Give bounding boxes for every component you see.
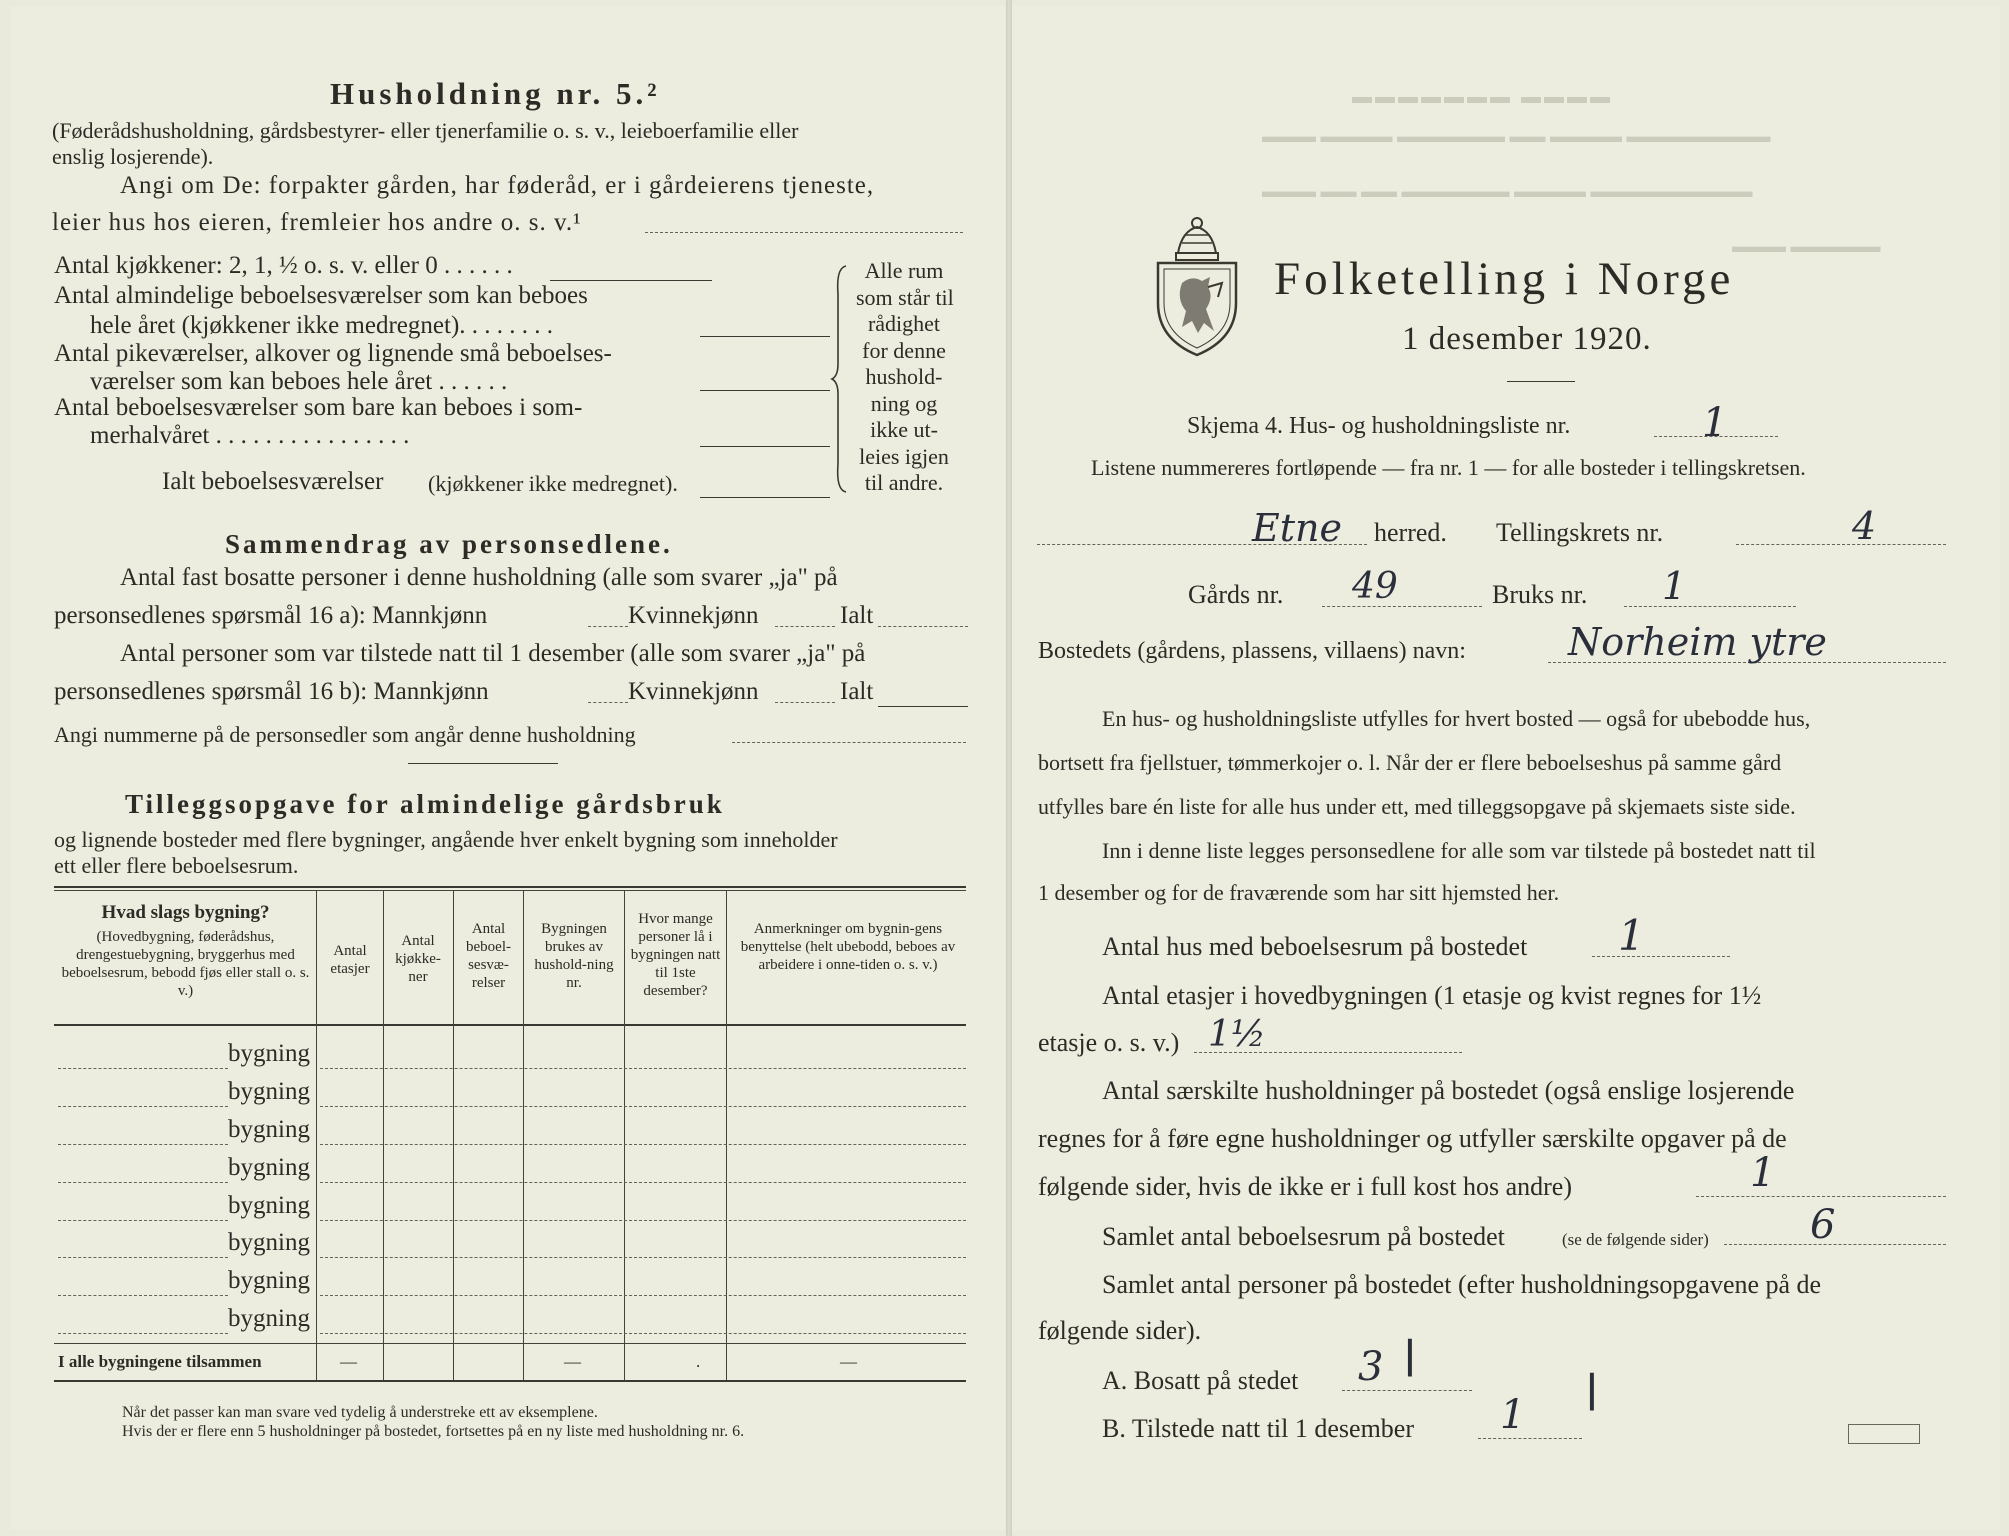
info-2b: 1 desember og for de fraværende som har sitt hjemsted her. xyxy=(1038,880,1560,905)
check-mark-icon: ǀ xyxy=(1404,1332,1416,1378)
summary-2d: Ialt xyxy=(840,678,874,705)
question-angi-1: Angi om De: forpakter gården, har føderåd, er i gårdeierens tjeneste, xyxy=(120,172,875,199)
mann-1-line[interactable] xyxy=(588,626,628,627)
header-hvad-sub: (Hovedbygning, føderådshus, drengestuebygning, bryggerhus med beboelsesrum, bebodd fjøs eller stall o. s. v.) xyxy=(61,929,310,999)
herred-label: herred. xyxy=(1374,518,1447,547)
row-label: bygning xyxy=(228,1305,310,1332)
col-divider xyxy=(624,890,625,1380)
census-date: 1 desember 1920. xyxy=(1402,321,1652,357)
krets-value: 4 xyxy=(1852,504,1877,548)
coat-of-arms-icon xyxy=(1152,213,1242,359)
row-label: bygning xyxy=(228,1229,310,1256)
kjokken-line[interactable] xyxy=(550,280,712,281)
col-divider xyxy=(726,890,727,1380)
tillegg-text-1: og lignende bosteder med flere bygninger, angående hver enkelt bygning som inneholder xyxy=(54,827,838,852)
household-intro-2: enslig losjerende). xyxy=(52,144,214,169)
gards-value: 49 xyxy=(1352,566,1398,607)
printer-stamp xyxy=(1848,1424,1920,1444)
title-divider xyxy=(1507,381,1575,382)
skjema-value: 1 xyxy=(1702,400,1728,446)
gards-line[interactable] xyxy=(1322,606,1482,607)
question-angi-2: leier hus hos eieren, fremleier hos andre o. s. v.¹ xyxy=(52,209,582,236)
header-hvad: Hvad slags bygning? xyxy=(101,902,270,923)
tilstede-value: 1 xyxy=(1500,1392,1526,1438)
summary-2a: Antal personer som var tilstede natt til 1 desember (alle som svarer „ja" på xyxy=(120,640,866,667)
col-divider xyxy=(383,890,384,1380)
header-etasjer: Antal etasjer xyxy=(330,943,370,977)
summary-2b: personsedlenes spørsmål 16 b): Mannkjønn xyxy=(54,678,489,705)
brace-note-line: Alle rum xyxy=(864,258,944,283)
brace-note-line: ikke ut- xyxy=(870,417,938,442)
table-top-border xyxy=(54,886,966,888)
nummer-line[interactable] xyxy=(732,742,966,743)
row-label: bygning xyxy=(228,1192,310,1219)
kvinne-2-line[interactable] xyxy=(775,702,835,703)
bruks-line[interactable] xyxy=(1624,606,1796,607)
pike-label-1: Antal pikeværelser, alkover og lignende små beboelses- xyxy=(54,340,612,367)
summary-1d: Ialt xyxy=(840,602,874,629)
husholdninger-line[interactable] xyxy=(1696,1196,1946,1197)
row-dots xyxy=(58,1220,228,1221)
summary-title: Sammendrag av personsedlene. xyxy=(225,529,673,559)
col-divider xyxy=(523,890,524,1380)
row-dots xyxy=(58,1182,228,1183)
household-title: Husholdning nr. 5.² xyxy=(330,76,661,111)
etasjer-value: 1½ xyxy=(1208,1014,1266,1055)
info-1b: bortsett fra fjellstuer, tømmerkojer o. l. Når der er flere beboelseshus på samme gård xyxy=(1038,750,1782,775)
row-label: bygning xyxy=(228,1116,310,1143)
brace-note-line: for denne xyxy=(862,337,946,363)
info-1a: En hus- og husholdningsliste utfylles for hvert bosted — også for ubebodde hus, xyxy=(1102,706,1811,731)
ialt-label: Ialt beboelsesværelser xyxy=(162,468,384,495)
row-dots xyxy=(58,1106,228,1107)
kjokken-label: Antal kjøkkener: 2, 1, ½ o. s. v. eller 0 . . . . . . xyxy=(54,252,513,279)
mann-2-line[interactable] xyxy=(588,702,628,703)
info-1c: utfylles bare én liste for alle hus under ett, med tilleggsopgave på skjemaets siste side. xyxy=(1038,794,1796,819)
bosatt-line[interactable] xyxy=(1342,1390,1472,1391)
tilstede-label: B. Tilstede natt til 1 desember xyxy=(1102,1414,1414,1443)
row-label: bygning xyxy=(228,1154,310,1181)
row-line xyxy=(320,1295,966,1296)
alm-label-2: hele året (kjøkkener ikke medregnet). . . . . . . . xyxy=(90,312,554,339)
census-title: Folketelling i Norge xyxy=(1274,253,1735,305)
alm-line[interactable] xyxy=(700,336,830,337)
right-page xyxy=(1012,6,2000,1530)
bleed-through: ▬▬▬ ▬▬▬▬ ▬▬▬▬▬▬ ▬▬ ▬▬▬▬ ▬▬▬▬▬▬▬▬ xyxy=(1262,126,1771,146)
row-dots xyxy=(58,1333,228,1334)
gards-label: Gårds nr. xyxy=(1188,580,1284,609)
tillegg-text-2: ett eller flere beboelsesrum. xyxy=(54,853,299,878)
row-line xyxy=(320,1333,966,1334)
ialt-line[interactable] xyxy=(700,497,830,498)
info-2a: Inn i denne liste legges personsedlene for alle som var tilstede på bostedet natt til xyxy=(1102,838,1816,863)
brace-note xyxy=(856,258,952,497)
brace-note-line: leies igjen xyxy=(859,443,949,469)
rum-label: Samlet antal beboelsesrum på bostedet xyxy=(1102,1222,1505,1251)
answer-line-angi[interactable] xyxy=(645,232,963,233)
header-personer: Hvor mange personer lå i bygningen natt til 1ste desember? xyxy=(630,911,721,999)
hus-line[interactable] xyxy=(1592,956,1730,957)
col-divider xyxy=(453,890,454,1380)
header-beboelsesvaerelser: Antal beboel-sesvæ-relser xyxy=(466,921,511,991)
som-label-1: Antal beboelsesværelser som bare kan beboes i som- xyxy=(54,394,583,421)
hus-label: Antal hus med beboelsesrum på bostedet xyxy=(1102,932,1528,961)
col-divider xyxy=(316,890,317,1380)
summary-1b: personsedlenes spørsmål 16 a): Mannkjønn xyxy=(54,602,488,629)
summary-1c: Kvinnekjønn xyxy=(628,602,759,629)
total-personer: . xyxy=(696,1352,701,1371)
table-top-border-inner xyxy=(54,890,966,891)
rum-value: 6 xyxy=(1810,1202,1836,1248)
brace-note-line: rådighet xyxy=(867,311,941,336)
row-line xyxy=(320,1257,966,1258)
krets-label: Tellingskrets nr. xyxy=(1496,518,1664,547)
brace-note-line: hushold- xyxy=(865,364,943,389)
footnote-1: Når det passer kan man svare ved tydelig å understreke ett av eksemplene. xyxy=(122,1404,598,1421)
ialt-note: (kjøkkener ikke medregnet). xyxy=(428,471,678,496)
row-label: bygning xyxy=(228,1267,310,1294)
brace-icon xyxy=(830,264,850,494)
brace-note-line: til andre. xyxy=(864,470,944,495)
etasjer-label-2: etasje o. s. v.) xyxy=(1038,1028,1180,1057)
summary-2c: Kvinnekjønn xyxy=(628,678,759,705)
total-husholdning: — xyxy=(564,1352,581,1371)
household-intro-1: (Føderådshusholdning, gårdsbestyrer- eller tjenerfamilie o. s. v., leieboerfamilie eller xyxy=(52,118,799,143)
ialt-1-line[interactable] xyxy=(878,626,968,627)
tilstede-line[interactable] xyxy=(1478,1438,1582,1439)
table-header-border xyxy=(54,1024,966,1026)
pike-line[interactable] xyxy=(700,390,830,391)
husholdninger-value: 1 xyxy=(1750,1150,1776,1196)
husholdninger-label-2: regnes for å føre egne husholdninger og utfyller særskilte opgaver på de xyxy=(1038,1124,1787,1153)
row-dots xyxy=(58,1257,228,1258)
bosatt-value: 3 xyxy=(1358,1344,1384,1390)
row-dots xyxy=(58,1295,228,1296)
row-label: bygning xyxy=(228,1040,310,1067)
bruks-value: 1 xyxy=(1662,564,1687,608)
som-line[interactable] xyxy=(700,446,830,447)
bosted-value: Norheim ytre xyxy=(1568,620,1827,664)
som-label-2: merhalvåret . . . . . . . . . . . . . . . . xyxy=(90,422,410,449)
footnote-2: Hvis der er flere enn 5 husholdninger på bostedet, fortsettes på en ny liste med husholdning nr. 6. xyxy=(122,1423,745,1440)
bosatt-label: A. Bosatt på stedet xyxy=(1102,1366,1299,1395)
row-line xyxy=(320,1220,966,1221)
summary-3: Angi nummerne på de personsedler som angår denne husholdning xyxy=(54,722,636,747)
bleed-through: ▬▬▬ ▬▬ ▬▬ ▬▬▬▬▬▬ ▬▬▬▬ ▬▬▬▬▬▬▬▬▬ xyxy=(1262,181,1753,201)
total-anmerkninger: — xyxy=(840,1352,857,1371)
pike-label-2: værelser som kan beboes hele året . . . . . . xyxy=(90,368,508,395)
hus-value: 1 xyxy=(1618,911,1645,960)
rum-note: (se de følgende sider) xyxy=(1562,1230,1709,1249)
check-mark-icon: ǀ xyxy=(1586,1366,1598,1412)
row-dots xyxy=(58,1144,228,1145)
row-label: bygning xyxy=(228,1078,310,1105)
ialt-2-line[interactable] xyxy=(878,706,968,707)
header-husholdning-nr: Bygningen brukes av hushold-ning nr. xyxy=(534,921,614,991)
bleed-through: ▬▬▬▬▬▬▬ ▬▬▬▬ xyxy=(1352,86,1613,108)
total-etasjer: — xyxy=(340,1352,357,1371)
total-row-label: I alle bygningene tilsammen xyxy=(58,1352,262,1371)
herred-value: Etne xyxy=(1252,506,1342,550)
alm-label-1: Antal almindelige beboelsesværelser som kan beboes xyxy=(54,282,588,309)
husholdninger-label-1: Antal særskilte husholdninger på bostedet (også enslige losjerende xyxy=(1102,1076,1795,1105)
brace-note-line: ning og xyxy=(870,390,938,416)
bruks-label: Bruks nr. xyxy=(1492,580,1588,609)
kvinne-1-line[interactable] xyxy=(775,626,835,627)
row-line xyxy=(320,1106,966,1107)
brace-note-line: som står til xyxy=(856,284,954,310)
etasjer-label-1: Antal etasjer i hovedbygningen (1 etasje og kvist regnes for 1½ xyxy=(1102,981,1762,1010)
table-total-border xyxy=(54,1343,966,1344)
personer-label-1: Samlet antal personer på bostedet (efter husholdningsopgavene på de xyxy=(1102,1270,1822,1299)
tillegg-title: Tilleggsopgave for almindelige gårdsbruk xyxy=(125,789,725,819)
table-bottom-border xyxy=(54,1380,966,1382)
husholdninger-label-3: følgende sider, hvis de ikke er i full kost hos andre) xyxy=(1038,1172,1572,1201)
bleed-through: ▬▬▬ ▬▬▬▬▬ xyxy=(1732,236,1881,256)
row-line xyxy=(320,1068,966,1069)
personer-label-2: følgende sider). xyxy=(1038,1316,1202,1345)
left-page xyxy=(10,6,1005,1530)
summary-1a: Antal fast bosatte personer i denne husholdning (alle som svarer „ja" på xyxy=(120,564,838,591)
header-anmerkninger: Anmerkninger om bygnin-gens benyttelse (helt ubebodd, beboes av arbeidere i onne-tiden o. s. v.) xyxy=(740,921,956,973)
row-line xyxy=(320,1144,966,1145)
section-divider xyxy=(408,763,558,764)
header-kjokkener: Antal kjøkke-ner xyxy=(395,933,441,985)
skjema-label: Skjema 4. Hus- og husholdningsliste nr. xyxy=(1187,413,1571,439)
bosted-label: Bostedets (gårdens, plassens, villaens) navn: xyxy=(1038,638,1466,664)
listene-note: Listene nummereres fortløpende — fra nr. 1 — for alle bosteder i tellingskretsen. xyxy=(1091,455,1806,480)
krets-line[interactable] xyxy=(1736,544,1946,545)
row-dots xyxy=(58,1068,228,1069)
row-line xyxy=(320,1182,966,1183)
